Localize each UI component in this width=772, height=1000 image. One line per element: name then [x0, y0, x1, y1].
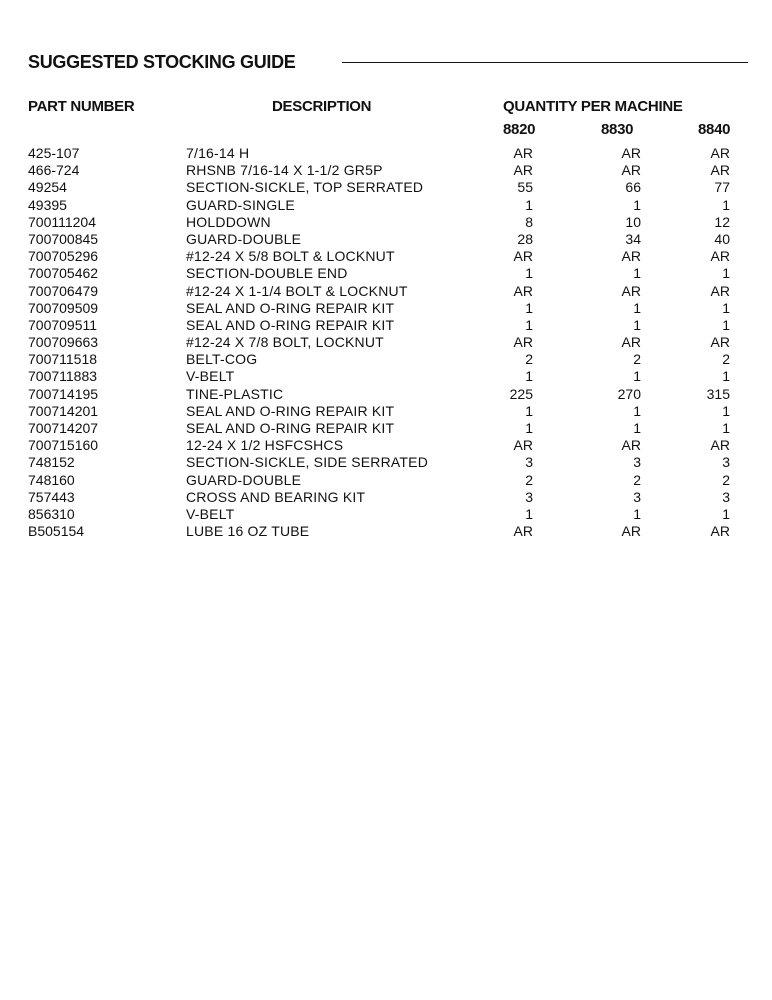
header-part-number: PART NUMBER: [28, 98, 135, 115]
quantity-8840-cell: 1: [722, 265, 730, 282]
description-cell: V-BELT: [186, 505, 235, 522]
description-cell: SECTION-SICKLE, SIDE SERRATED: [186, 454, 429, 471]
part-number-cell: 700709511: [28, 316, 98, 333]
quantity-8830-cell: 66: [625, 179, 641, 196]
quantity-8830-cell: AR: [621, 437, 641, 454]
header-model-8840: 8840: [698, 121, 731, 138]
quantity-8840-cell: 1: [722, 368, 730, 385]
quantity-8830-cell: 1: [633, 505, 641, 522]
quantity-8820-cell: 225: [509, 385, 533, 402]
quantity-8820-cell: 1: [525, 505, 533, 522]
quantity-8820-cell: AR: [513, 162, 533, 179]
part-number-cell: 748160: [28, 471, 75, 488]
table-row: [0, 248, 772, 265]
description-cell: SEAL AND O-RING REPAIR KIT: [186, 420, 395, 436]
description-cell: 12-24 X 1/2 HSFCSHCS: [186, 437, 344, 454]
part-number-cell: 748152: [28, 454, 75, 471]
quantity-8820-cell: AR: [513, 248, 533, 265]
quantity-8830-cell: 34: [625, 230, 641, 247]
description-cell: CROSS AND BEARING KIT: [186, 488, 366, 505]
part-number-cell: 425-107: [28, 145, 80, 161]
quantity-8820-cell: AR: [513, 523, 533, 540]
part-number-cell: B505154: [28, 523, 85, 540]
table-row: [0, 197, 772, 214]
quantity-8820-cell: 1: [525, 316, 533, 333]
description-cell: GUARD-DOUBLE: [186, 230, 302, 247]
quantity-8820-cell: 1: [525, 299, 533, 316]
quantity-8840-cell: 77: [714, 179, 730, 196]
table-row: [0, 162, 772, 179]
part-number-cell: 700111204: [28, 213, 96, 230]
description-cell: V-BELT: [186, 368, 235, 385]
quantity-8840-cell: 1: [722, 316, 730, 333]
quantity-8830-cell: 1: [633, 265, 641, 282]
quantity-8820-cell: 28: [517, 230, 533, 247]
part-number-cell: 700706479: [28, 282, 99, 299]
quantity-8820-cell: 1: [525, 420, 533, 436]
quantity-8840-cell: 12: [714, 213, 730, 230]
quantity-8840-cell: AR: [710, 437, 730, 454]
quantity-8820-cell: 8: [525, 213, 533, 230]
table-row: [0, 265, 772, 282]
quantity-8840-cell: 1: [722, 196, 730, 213]
quantity-8830-cell: 2: [633, 351, 641, 368]
quantity-8840-cell: AR: [710, 282, 730, 299]
quantity-8830-cell: 1: [633, 196, 641, 213]
quantity-8820-cell: 3: [525, 454, 533, 471]
table-row: [0, 334, 772, 351]
part-number-cell: 757443: [28, 488, 75, 505]
part-number-cell: 49254: [28, 179, 67, 196]
quantity-8840-cell: AR: [710, 145, 730, 161]
header-quantity: QUANTITY PER MACHINE: [503, 98, 683, 115]
description-cell: SEAL AND O-RING REPAIR KIT: [186, 402, 395, 419]
quantity-8830-cell: 2: [633, 471, 641, 488]
quantity-8840-cell: 1: [722, 505, 730, 522]
part-number-cell: 856310: [28, 505, 75, 522]
quantity-8840-cell: AR: [710, 248, 730, 265]
table-row: [0, 437, 772, 454]
part-number-cell: 700714207: [28, 420, 99, 436]
description-cell: SEAL AND O-RING REPAIR KIT: [186, 299, 395, 316]
description-cell: HOLDDOWN: [186, 213, 271, 230]
header-model-8820: 8820: [503, 121, 536, 138]
description-cell: TINE-PLASTIC: [186, 385, 284, 402]
quantity-8820-cell: 2: [525, 471, 533, 488]
quantity-8830-cell: 3: [633, 488, 641, 505]
part-number-cell: 700709663: [28, 334, 99, 351]
description-cell: LUBE 16 OZ TUBE: [186, 523, 310, 540]
quantity-8830-cell: AR: [621, 334, 641, 351]
quantity-8830-cell: 1: [633, 402, 641, 419]
part-number-cell: 700709509: [28, 299, 99, 316]
table-row: [0, 283, 772, 300]
quantity-8830-cell: 1: [633, 420, 641, 436]
parts-table: [0, 145, 772, 540]
description-cell: SEAL AND O-RING REPAIR KIT: [186, 316, 395, 333]
quantity-8820-cell: 3: [525, 488, 533, 505]
table-row: [0, 231, 772, 248]
quantity-8840-cell: 2: [722, 471, 730, 488]
header-model-8830: 8830: [601, 121, 634, 138]
quantity-8830-cell: 270: [617, 385, 641, 402]
quantity-8840-cell: 1: [722, 402, 730, 419]
quantity-8820-cell: 1: [525, 368, 533, 385]
description-cell: SECTION-DOUBLE END: [186, 265, 348, 282]
quantity-8830-cell: AR: [621, 282, 641, 299]
quantity-8840-cell: AR: [710, 523, 730, 540]
quantity-8830-cell: 10: [625, 213, 641, 230]
quantity-8830-cell: AR: [621, 145, 641, 161]
part-number-cell: 700715160: [28, 437, 99, 454]
table-row: [0, 523, 772, 540]
title-rule: [342, 62, 748, 63]
quantity-8820-cell: AR: [513, 334, 533, 351]
table-row: [0, 214, 772, 231]
quantity-8820-cell: 1: [525, 196, 533, 213]
part-number-cell: 700711518: [28, 351, 98, 368]
table-row: [0, 179, 772, 196]
quantity-8830-cell: AR: [621, 248, 641, 265]
description-cell: #12-24 X 7/8 BOLT, LOCKNUT: [186, 334, 384, 351]
quantity-8840-cell: 40: [714, 230, 730, 247]
table-row: [0, 351, 772, 368]
description-cell: 7/16-14 H: [186, 145, 250, 161]
quantity-8830-cell: AR: [621, 162, 641, 179]
quantity-8820-cell: AR: [513, 282, 533, 299]
quantity-8820-cell: 2: [525, 351, 533, 368]
description-cell: GUARD-DOUBLE: [186, 471, 302, 488]
header-description: DESCRIPTION: [272, 98, 372, 115]
table-row: [0, 420, 772, 437]
description-cell: BELT-COG: [186, 351, 258, 368]
quantity-8830-cell: 1: [633, 316, 641, 333]
table-row: [0, 472, 772, 489]
table-row: [0, 145, 772, 162]
description-cell: SECTION-SICKLE, TOP SERRATED: [186, 179, 424, 196]
quantity-8840-cell: AR: [710, 162, 730, 179]
quantity-8840-cell: 3: [722, 488, 730, 505]
table-row: [0, 403, 772, 420]
part-number-cell: 466-724: [28, 162, 80, 179]
quantity-8820-cell: 1: [525, 402, 533, 419]
quantity-8840-cell: 1: [722, 299, 730, 316]
table-row: [0, 317, 772, 334]
part-number-cell: 700714201: [28, 402, 99, 419]
quantity-8820-cell: AR: [513, 145, 533, 161]
quantity-8820-cell: 55: [517, 179, 533, 196]
quantity-8830-cell: 1: [633, 299, 641, 316]
description-cell: #12-24 X 1-1/4 BOLT & LOCKNUT: [186, 282, 408, 299]
table-row: [0, 454, 772, 471]
quantity-8840-cell: 1: [722, 420, 730, 436]
part-number-cell: 700700845: [28, 230, 99, 247]
part-number-cell: 49395: [28, 196, 67, 213]
table-row: [0, 489, 772, 506]
quantity-8840-cell: 3: [722, 454, 730, 471]
page-title: SUGGESTED STOCKING GUIDE: [28, 52, 296, 72]
quantity-8820-cell: AR: [513, 437, 533, 454]
table-row: [0, 300, 772, 317]
description-cell: #12-24 X 5/8 BOLT & LOCKNUT: [186, 248, 395, 265]
table-row: [0, 386, 772, 403]
description-cell: GUARD-SINGLE: [186, 196, 295, 213]
part-number-cell: 700714195: [28, 385, 99, 402]
quantity-8840-cell: 2: [722, 351, 730, 368]
quantity-8840-cell: 315: [706, 385, 730, 402]
part-number-cell: 700705296: [28, 248, 99, 265]
table-row: [0, 368, 772, 385]
quantity-8830-cell: 3: [633, 454, 641, 471]
quantity-8830-cell: AR: [621, 523, 641, 540]
part-number-cell: 700705462: [28, 265, 99, 282]
description-cell: RHSNB 7/16-14 X 1-1/2 GR5P: [186, 162, 383, 179]
table-row: [0, 506, 772, 523]
part-number-cell: 700711883: [28, 368, 98, 385]
quantity-8830-cell: 1: [633, 368, 641, 385]
quantity-8820-cell: 1: [525, 265, 533, 282]
quantity-8840-cell: AR: [710, 334, 730, 351]
